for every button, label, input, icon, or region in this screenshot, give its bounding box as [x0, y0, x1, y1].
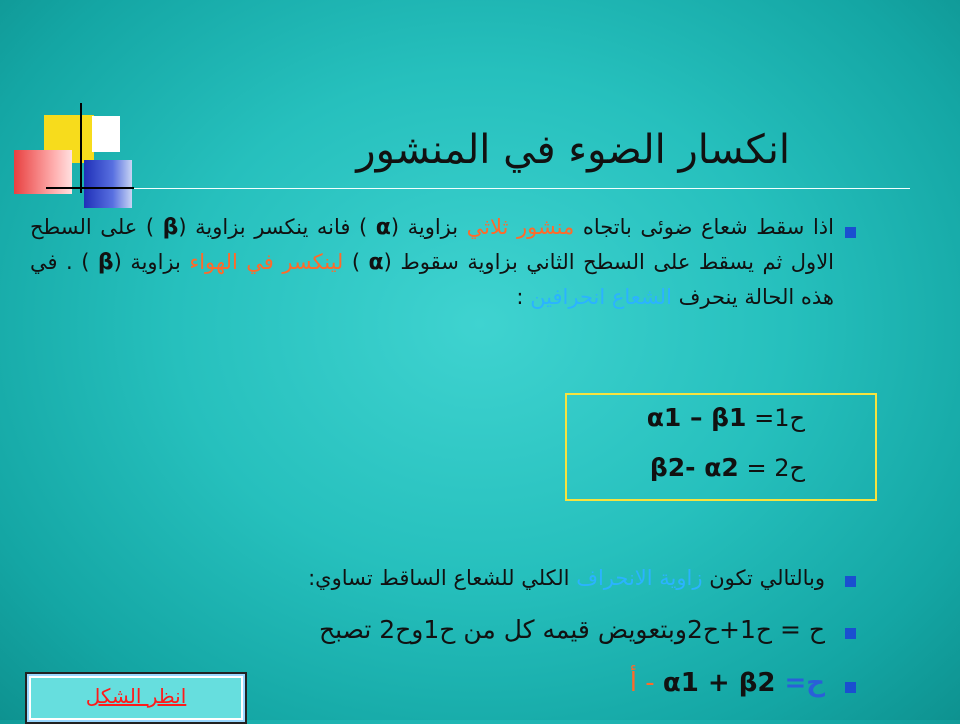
- line-text: الكلي للشعاع الساقط تساوي:: [308, 566, 577, 590]
- beta-symbol: β: [97, 250, 114, 275]
- substitution-line: ح = ح1+ح2وبتعويض قيمه كل من ح1وح2 تصبح: [318, 615, 825, 644]
- equation-1-rhs: α1 – β1: [646, 403, 747, 432]
- para-text: ): [343, 250, 369, 274]
- bullet-icon: [845, 628, 856, 639]
- para-text: ) . في هذه الحالة ينحرف: [30, 250, 834, 309]
- alpha-symbol: α: [368, 250, 384, 275]
- refraction-highlight: لينكسر في الهواء: [189, 250, 344, 274]
- bullet-icon: [845, 682, 856, 693]
- intro-paragraph: [30, 210, 834, 315]
- see-figure-button-face[interactable]: [31, 678, 241, 718]
- para-text: اذا سقط شعاع ضوئى باتجاه: [574, 215, 834, 239]
- equation-1: [647, 403, 805, 432]
- para-text: :: [516, 285, 531, 309]
- title-rule-black: [46, 187, 134, 189]
- result-equation: [630, 668, 825, 698]
- para-text: ) فانه ينكسر بزاوية (: [178, 215, 376, 239]
- equation-2: [650, 453, 805, 482]
- line-text: وبالتالي تكون: [702, 566, 825, 590]
- equation-2-lhs: ح2 =: [738, 454, 805, 482]
- see-figure-link[interactable]: انظر الشكل: [85, 684, 187, 708]
- alpha-symbol: α: [375, 215, 391, 240]
- bullet-icon: [845, 227, 856, 238]
- blue-square-decoration: [84, 160, 132, 208]
- bullet-icon: [845, 576, 856, 587]
- prism-highlight: منشور ثلاثي: [466, 215, 575, 239]
- deviation-angle-highlight: زاوية الانحراف: [576, 566, 703, 590]
- result-expression: α1 + β2: [662, 668, 776, 698]
- equation-1-lhs: ح1=: [746, 404, 805, 432]
- slide-title: انكسار الضوء في المنشور: [356, 127, 790, 173]
- para-text: بزاوية (: [390, 215, 467, 239]
- equation-2-rhs: β2- α2: [649, 453, 739, 482]
- equations-box: [565, 393, 877, 501]
- vertical-rule: [80, 103, 82, 193]
- total-deviation-line: [308, 566, 825, 590]
- white-square-decoration: [92, 116, 120, 152]
- para-text: بزاوية (: [113, 250, 190, 274]
- result-tail: - أ: [629, 668, 663, 698]
- para-text: ) على السطح الاول ثم يسقط على السطح الثاني بزاوية سقوط (: [30, 215, 835, 274]
- beta-symbol: β: [162, 215, 179, 240]
- two-deviations-highlight: الشعاع انحرافين: [530, 285, 672, 309]
- result-lhs: ح=: [775, 668, 825, 698]
- title-rule: [134, 188, 910, 189]
- see-figure-button[interactable]: [25, 672, 247, 724]
